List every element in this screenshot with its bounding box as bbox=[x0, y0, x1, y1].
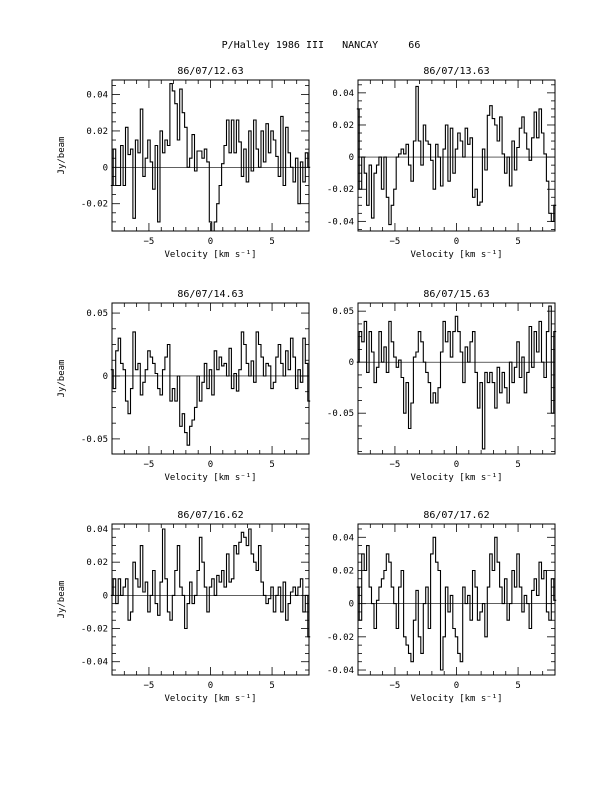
page-title: P/Halley 1986 III NANCAY 66 bbox=[221, 40, 421, 51]
y-tick-label: -0.05 bbox=[80, 434, 108, 445]
plot-frame bbox=[112, 80, 309, 231]
panel-title: 86/07/14.63 bbox=[177, 289, 244, 300]
panel-title: 86/07/12.63 bbox=[177, 66, 244, 77]
x-tick-label: −5 bbox=[389, 681, 401, 691]
y-tick-label: 0.05 bbox=[86, 309, 108, 320]
chart-panel bbox=[57, 54, 349, 260]
y-tick-label: 0 bbox=[348, 153, 354, 164]
spectrum-line bbox=[357, 86, 556, 224]
y-tick-label: -0.04 bbox=[326, 666, 354, 677]
y-tick-label: 0.04 bbox=[86, 90, 108, 101]
x-tick-label: 5 bbox=[515, 460, 521, 470]
chart-panel bbox=[318, 277, 595, 483]
x-tick-label: 0 bbox=[207, 237, 214, 247]
y-tick-label: 0.05 bbox=[332, 307, 354, 318]
x-axis-label: Velocity [km s⁻¹] bbox=[164, 694, 257, 704]
chart-panel bbox=[57, 277, 349, 483]
y-tick-label: 0.02 bbox=[332, 566, 354, 577]
y-tick-label: -0.04 bbox=[326, 217, 354, 228]
x-tick-label: 0 bbox=[453, 681, 460, 691]
y-tick-label: 0 bbox=[348, 358, 354, 369]
chart-panel bbox=[318, 498, 595, 704]
y-tick-label: 0 bbox=[102, 591, 108, 602]
spectrum-line bbox=[111, 84, 310, 231]
x-tick-label: 0 bbox=[207, 681, 214, 691]
plot-frame bbox=[358, 303, 555, 454]
x-tick-label: −5 bbox=[389, 237, 401, 247]
plot-frame bbox=[112, 524, 309, 675]
chart-panel bbox=[57, 498, 349, 704]
x-axis-label: Velocity [km s⁻¹] bbox=[164, 473, 257, 483]
y-axis-label: Jy/beam bbox=[57, 136, 67, 175]
panel-title: 86/07/13.63 bbox=[423, 66, 490, 77]
panel-title: 86/07/15.63 bbox=[423, 289, 490, 300]
y-axis-label: Jy/beam bbox=[57, 359, 67, 398]
x-axis-label: Velocity [km s⁻¹] bbox=[410, 250, 503, 260]
y-tick-label: 0.02 bbox=[332, 120, 354, 131]
x-tick-label: 0 bbox=[453, 460, 460, 470]
y-tick-label: 0.02 bbox=[86, 558, 108, 569]
y-tick-label: -0.02 bbox=[326, 185, 354, 196]
y-tick-label: -0.02 bbox=[80, 199, 108, 210]
y-tick-label: 0 bbox=[348, 599, 354, 610]
y-tick-label: 0 bbox=[102, 371, 108, 382]
panel-title: 86/07/16.62 bbox=[177, 510, 244, 521]
x-axis-label: Velocity [km s⁻¹] bbox=[410, 473, 503, 483]
chart-panel bbox=[318, 54, 595, 260]
panel-grid bbox=[57, 54, 595, 704]
y-tick-label: -0.02 bbox=[326, 632, 354, 643]
x-tick-label: −5 bbox=[143, 681, 155, 691]
plot-frame bbox=[358, 80, 555, 231]
x-tick-label: 5 bbox=[515, 237, 521, 247]
x-tick-label: −5 bbox=[389, 460, 401, 470]
x-axis-label: Velocity [km s⁻¹] bbox=[410, 694, 503, 704]
x-tick-label: −5 bbox=[143, 460, 155, 470]
x-tick-label: 5 bbox=[269, 237, 275, 247]
y-tick-label: -0.04 bbox=[80, 657, 108, 668]
x-tick-label: 0 bbox=[207, 460, 214, 470]
y-tick-label: 0.04 bbox=[332, 88, 354, 99]
y-tick-label: -0.02 bbox=[80, 624, 108, 635]
y-tick-label: 0 bbox=[102, 163, 108, 174]
y-axis-label: Jy/beam bbox=[57, 580, 67, 619]
plot-frame bbox=[358, 524, 555, 675]
panel-title: 86/07/17.62 bbox=[423, 510, 490, 521]
x-tick-label: −5 bbox=[143, 237, 155, 247]
plot-frame bbox=[112, 303, 309, 454]
y-tick-label: 0.04 bbox=[86, 524, 108, 535]
x-tick-label: 5 bbox=[269, 460, 275, 470]
spectrum-line bbox=[111, 529, 310, 637]
spectrum-line bbox=[357, 306, 556, 449]
spectrum-line bbox=[111, 332, 310, 445]
y-tick-label: 0.04 bbox=[332, 533, 354, 544]
x-tick-label: 5 bbox=[269, 681, 275, 691]
x-axis-label: Velocity [km s⁻¹] bbox=[164, 250, 257, 260]
y-tick-label: -0.05 bbox=[326, 409, 354, 420]
y-tick-label: 0.02 bbox=[86, 126, 108, 137]
x-tick-label: 5 bbox=[515, 681, 521, 691]
x-tick-label: 0 bbox=[453, 237, 460, 247]
